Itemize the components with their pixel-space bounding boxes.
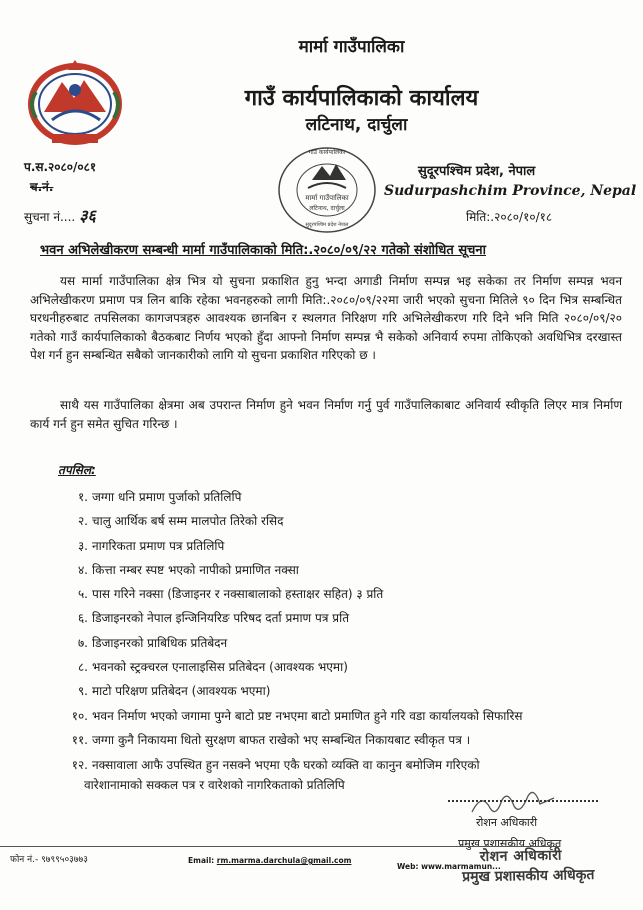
- list-item: [58, 679, 628, 703]
- notice-number-label: सुचना नं....: [24, 210, 76, 224]
- stamp-title: प्रमुख प्रशासकीय अधिकृत: [462, 867, 595, 886]
- list-item-number: ८.: [77, 660, 88, 675]
- notice-paragraph-2: साथै यस गाउँपालिका क्षेत्रमा अब उपरान्त निर्माण हुने भवन निर्माण गर्नु पुर्व गाउँपालिकाबाट अनिवार्य स्वीकृति लिएर मात्र निर्माण कार्य गर्न हुन समेत सुचित गरिन्छ ।: [30, 398, 622, 431]
- list-item-number: १.: [77, 490, 88, 504]
- signatory-name: रोशन अधिकारी: [476, 816, 538, 829]
- stamp-name: रोशन अधिकारी: [479, 847, 563, 865]
- list-item-text: कित्ता नम्बर स्पष्ट भएको नापीको प्रमाणित नक्सा: [92, 562, 299, 577]
- org-name: मार्मा गाउँपालिका: [298, 37, 405, 57]
- footer-divider: [0, 846, 560, 847]
- list-item-number: ६.: [77, 611, 88, 626]
- list-item: [58, 606, 628, 630]
- province-english: Sudurpashchim Province, Nepal: [384, 183, 637, 199]
- seal-province-text: सुदूरपश्चिम प्रदेश नेपाल: [305, 222, 349, 228]
- dispatch-number: च.नं.: [30, 180, 54, 194]
- list-item-number: ४.: [77, 562, 88, 577]
- list-heading: तपसिल:: [58, 463, 96, 477]
- office-address: लटिनाथ, दार्चुला: [305, 115, 408, 135]
- seal-place-text: लटिनाथ, दार्चुला: [309, 205, 345, 212]
- list-item-continuation: वारेशानामाको सक्कल पत्र र वारेशको नागरिकताको प्रतिलिपि: [84, 778, 345, 793]
- footer-email: [188, 856, 351, 865]
- list-item-number: १२.: [71, 758, 88, 773]
- seal-org-text: मार्मा गाउँपालिका: [305, 194, 349, 202]
- municipal-seal-icon: [272, 140, 382, 236]
- notice-title: भवन अभिलेखीकरण सम्बन्धी मार्मा गाउँपालिकाको मिति:.२०८०/०९/२२ गतेको संशोधित सूचना: [40, 243, 486, 258]
- list-item-text: जग्गा कुनै निकायमा धितो सुरक्षण बाफत राखेको भए सम्बन्धित निकायबाट स्वीकृत पत्र ।: [92, 732, 471, 747]
- list-item-number: ३.: [77, 538, 88, 553]
- list-item: [58, 485, 628, 509]
- notice-number-handwritten: ३६: [79, 206, 96, 225]
- list-item-text: माटो परिक्षण प्रतिबेदन (आवश्यक भएमा): [92, 684, 271, 699]
- requirements-list: [58, 485, 628, 795]
- seal-top-text: गाउँ कार्यपालिका: [308, 149, 346, 156]
- list-item-text: नक्सावाला आफै उपस्थित हुन नसक्ने भएमा एकै घरको व्यक्ति वा कानुन बमोजिम गरिएको: [92, 758, 480, 773]
- reference-number: प.स.२०८०/०८१: [24, 160, 97, 174]
- list-item: [58, 558, 628, 582]
- footer-website[interactable]: Web: www.marmamun...: [397, 862, 501, 871]
- list-item-number: ९.: [77, 684, 88, 699]
- list-item-text: नागरिकता प्रमाण पत्र प्रतिलिपि: [92, 538, 225, 553]
- list-item: [58, 534, 628, 558]
- list-item: [58, 704, 628, 728]
- signatory-title: प्रमुख प्रशासकीय अधिकृत: [458, 837, 562, 850]
- list-item-number: २.: [77, 514, 88, 529]
- list-item-text: पास गरिने नक्सा (डिजाइनर र नक्साबालाको हस्ताक्षर सहित) ३ प्रति: [92, 587, 384, 602]
- list-item-number: ११.: [71, 732, 88, 747]
- list-item-text: भवनको स्ट्रक्चरल एनालाइसिस प्रतिबेदन (आवश्यक भएमा): [92, 660, 348, 675]
- footer-phone: फोन नं.- ९७९९५०३७७३: [10, 855, 88, 865]
- list-item-number: ७.: [77, 635, 88, 650]
- notice-number: [24, 204, 96, 226]
- list-item: [58, 509, 628, 533]
- list-item-text: चालु आर्थिक बर्ष सम्म मालपोत तिरेको रसिद: [92, 514, 284, 529]
- list-item: [58, 631, 628, 655]
- notice-paragraph-1: यस मार्मा गाउँपालिका क्षेत्र भित्र यो सुचना प्रकाशित हुनु भन्दा अगाडी निर्माण सम्पन्न भइ सकेका तर निर्माण सम्पन्न भवन अभिलेखीकरण प्रमाण पत्र लिन बाकि रहेका भवनहरुको लागी मिति:.२०८०/०९/२२मा जारी भएको सुचना मितिले ९० दिन भित्र सम्बन्धित घरधनीहरुबाट तपसिलका कागजपत्रहरु आवश्यक छानबिन र स्थलगत निरिक्षण गरि अभिलेखीकरण गरि दिने भनि मिति २०८०/०९/२० गतेको गाउँ कार्यपालिकाको बैठकबाट निर्णय भएको हुँदा आफ्नो निर्माण सम्पन्न भै सकेको अनिवार्य रुपमा तोकिएको अवधिभित्र दरखास्त पेश गर्न हुन सम्बन्धित सबैको जानकारीको लागि यो सुचना प्रकाशित गरिएको छ ।: [30, 274, 622, 362]
- footer-email-link[interactable]: rm.marma.darchula@gmail.com: [216, 856, 352, 865]
- list-item-text: जग्गा धनि प्रमाण पुर्जाको प्रतिलिपि: [92, 490, 242, 504]
- list-item: [58, 582, 628, 606]
- list-item-text: डिजाइनरको नेपाल इन्जिनियरिङ परिषद दर्ता प्रमाण पत्र प्रति: [92, 611, 350, 626]
- list-item-number: १०.: [71, 708, 88, 723]
- footer-email-label: Email:: [188, 856, 215, 865]
- list-item-number: ५.: [77, 587, 88, 602]
- list-item: [58, 728, 628, 752]
- notice-date: मिति:.२०८०/१०/१८: [466, 210, 553, 224]
- list-item-text: भवन निर्माण भएको जगामा पुग्ने बाटो प्रष्ट नभएमा बाटो प्रमाणित हुने गरि वडा कार्यालयको सिफारिस: [92, 708, 523, 723]
- list-item-text: डिजाइनरको प्राबिधिक प्रतिबेदन: [92, 635, 228, 650]
- office-name: गाउँ कार्यपालिकाको कार्यालय: [244, 86, 479, 111]
- province-nepali: सुदूरपश्चिम प्रदेश, नेपाल: [418, 164, 536, 179]
- signature-icon: [468, 788, 558, 818]
- list-item: [58, 655, 628, 679]
- signature-line: [448, 800, 598, 802]
